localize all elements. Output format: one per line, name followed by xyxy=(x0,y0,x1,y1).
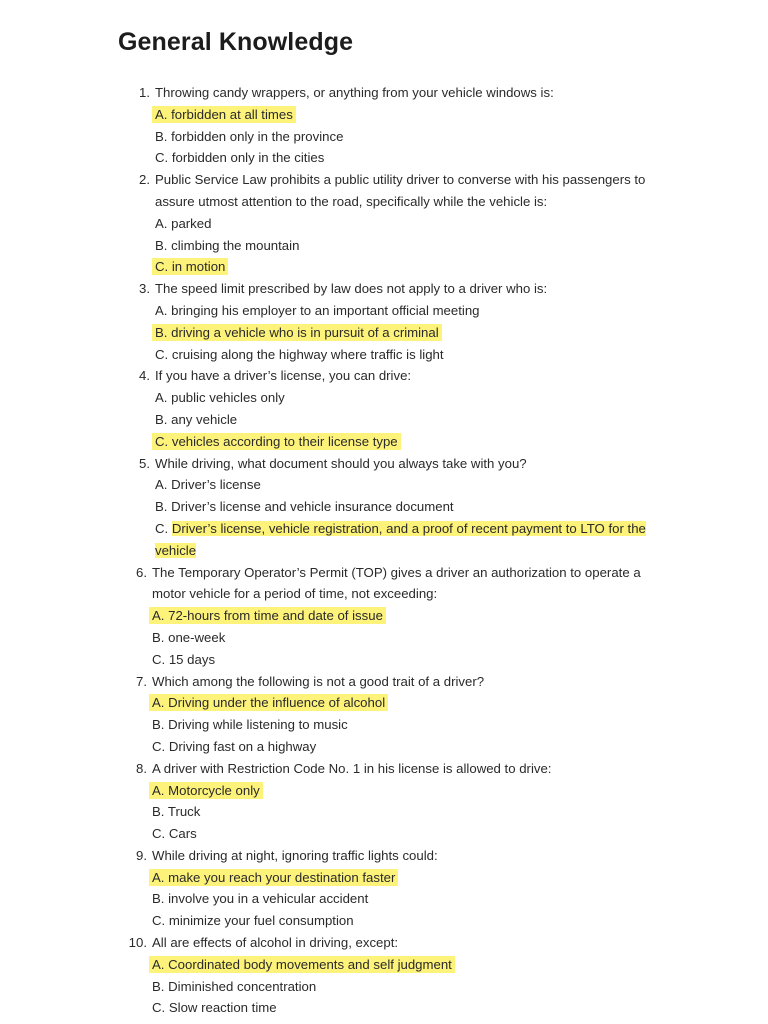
option-item xyxy=(0,104,768,126)
option-item xyxy=(0,256,768,278)
option-item: B. forbidden only in the province xyxy=(155,128,344,144)
option-item: B. Truck xyxy=(152,804,201,820)
question-number: 9. xyxy=(136,847,147,863)
question-number: 3. xyxy=(139,281,150,297)
question-5 xyxy=(0,453,768,475)
option-item xyxy=(0,954,768,976)
answer-highlight: C. vehicles according to their license type xyxy=(152,433,401,450)
option-item: A. Driver’s license xyxy=(155,477,261,493)
question-1 xyxy=(0,82,768,104)
answer-highlight: Driver’s license, vehicle registration, and a proof of recent payment to LTO for the vehicle xyxy=(155,520,646,558)
question-10 xyxy=(0,932,768,954)
question-6 xyxy=(0,562,768,606)
question-text: If you have a driver’s license, you can drive: xyxy=(155,368,412,384)
option-item: C. cruising along the highway where traffic is light xyxy=(155,346,444,362)
question-8 xyxy=(0,758,768,780)
option-item: B. any vehicle xyxy=(155,411,238,427)
option-item: B. Diminished concentration xyxy=(152,978,317,994)
option-item xyxy=(0,692,768,714)
page-title: General Knowledge xyxy=(118,28,354,56)
question-number: 5. xyxy=(139,455,150,471)
question-4 xyxy=(0,365,768,387)
option-item: C. Cars xyxy=(152,826,197,842)
question-text: A driver with Restriction Code No. 1 in his license is allowed to drive: xyxy=(152,760,552,776)
question-number: 7. xyxy=(136,673,147,689)
option-item: A. bringing his employer to an important official meeting xyxy=(155,302,480,318)
question-number: 8. xyxy=(136,760,147,776)
question-number: 1. xyxy=(139,85,150,100)
option-item: B. involve you in a vehicular accident xyxy=(152,891,369,907)
question-text: All are effects of alcohol in driving, except: xyxy=(152,935,399,951)
option-item: B. one-week xyxy=(152,629,226,645)
option-item: C. forbidden only in the cities xyxy=(155,150,325,166)
answer-highlight: A. Motorcycle only xyxy=(149,782,263,799)
question-text: Public Service Law prohibits a public utility driver to converse with his passengers to assure utmost attention to the road, specifically while the vehicle is: xyxy=(155,172,646,209)
answer-highlight: A. 72-hours from time and date of issue xyxy=(149,607,386,624)
option-item: A. public vehicles only xyxy=(155,390,285,406)
option-item: C. Driving fast on a highway xyxy=(152,738,317,754)
question-text: The Temporary Operator’s Permit (TOP) gives a driver an authorization to operate a motor vehicle for a period of time, not exceeding: xyxy=(152,564,641,602)
question-9 xyxy=(0,845,768,867)
option-item xyxy=(0,867,768,889)
question-number: 4. xyxy=(139,368,150,384)
answer-highlight: A. Driving under the influence of alcohol xyxy=(149,694,388,711)
answer-highlight: A. forbidden at all times xyxy=(152,106,296,123)
question-text: Which among the following is not a good trait of a driver? xyxy=(152,673,485,689)
option-item: C. 15 days xyxy=(152,651,216,667)
question-list xyxy=(0,82,768,1019)
question-number: 10. xyxy=(128,935,147,951)
question-text: While driving at night, ignoring traffic lights could: xyxy=(152,847,438,863)
option-item xyxy=(0,780,768,802)
question-7 xyxy=(0,671,768,693)
question-text: The speed limit prescribed by law does not apply to a driver who is: xyxy=(155,281,548,297)
answer-highlight: B. driving a vehicle who is in pursuit of a criminal xyxy=(152,324,442,341)
question-number: 6. xyxy=(136,564,147,580)
question-number: 2. xyxy=(139,172,150,188)
question-2 xyxy=(0,169,768,213)
option-item xyxy=(0,518,768,562)
answer-highlight: A. Coordinated body movements and self judgment xyxy=(149,956,455,973)
option-item: B. climbing the mountain xyxy=(155,237,300,253)
option-item: C. minimize your fuel consumption xyxy=(152,913,354,929)
option-item xyxy=(0,605,768,627)
option-item: A. parked xyxy=(155,215,212,231)
option-item: B. Driving while listening to music xyxy=(152,717,348,733)
answer-highlight: A. make you reach your destination faster xyxy=(149,869,398,886)
option-item: C. Slow reaction time xyxy=(152,1000,277,1016)
option-item: B. Driver’s license and vehicle insurance document xyxy=(155,499,454,515)
question-3 xyxy=(0,278,768,300)
question-text: While driving, what document should you always take with you? xyxy=(155,455,527,471)
option-item xyxy=(0,431,768,453)
option-item xyxy=(0,322,768,344)
question-text: Throwing candy wrappers, or anything from your vehicle windows is: xyxy=(155,85,554,100)
answer-highlight: C. in motion xyxy=(152,258,228,275)
option-prefix: C. xyxy=(155,520,172,536)
